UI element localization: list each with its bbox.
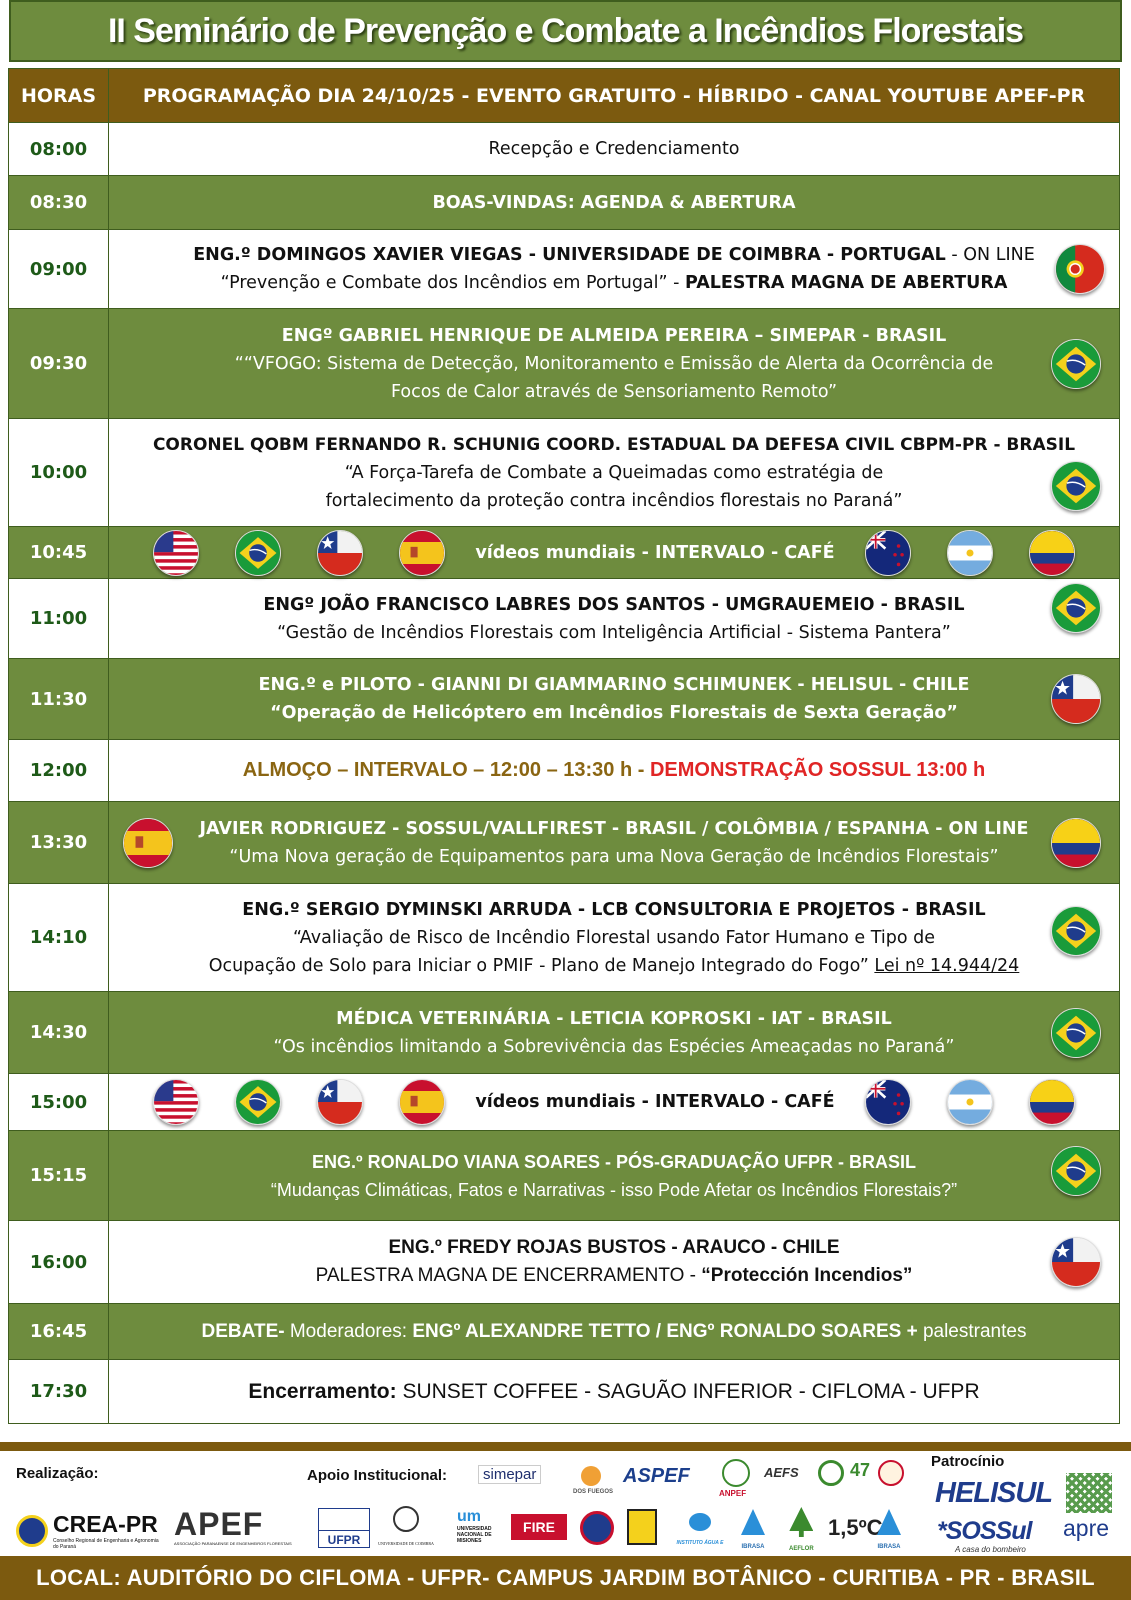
aeflor-logo <box>789 1507 814 1555</box>
sossul-logo: *SOSSul <box>937 1517 1032 1545</box>
speaker-line: ENG.º RONALDO VIANA SOARES - PÓS-GRADUAÇÃO UFPR - BRASIL <box>312 1151 916 1172</box>
talk-title-line: “Os incêndios limitando a Sobrevivência das Espécies Ameaçadas no Paraná” <box>273 1036 955 1057</box>
schedule-row <box>9 1360 1120 1424</box>
schedule-table <box>8 68 1120 1424</box>
talk-tag: PALESTRA MAGNA DE ABERTURA <box>685 273 1008 293</box>
time-cell: 12:00 <box>9 740 109 802</box>
time-cell: 09:00 <box>9 230 109 309</box>
speaker-line: MÉDICA VETERINÁRIA - LETICIA KOPROSKI - IAT - BRASIL <box>336 1008 892 1029</box>
talk-title-line <box>109 269 1119 297</box>
ibrasa-name: IBRASA <box>741 1544 765 1550</box>
unam-logo: um UNIVERSIDAD NACIONAL DE MISIONES <box>457 1508 497 1544</box>
usa-flag-icon <box>153 1079 199 1125</box>
speaker-line: JAVIER RODRIGUEZ - SOSSUL/VALLFIREST - BRASIL / COLÔMBIA / ESPANHA - ON LINE <box>199 818 1029 839</box>
session-cell <box>109 659 1120 740</box>
talk-title-line <box>109 1262 1119 1290</box>
crea-subtitle: Conselho Regional de Engenharia e Agronomia do Paraná <box>53 1538 159 1550</box>
argentina-flag-icon <box>947 1079 993 1125</box>
location-text: LOCAL: AUDITÓRIO DO CIFLOMA - UFPR- CAMPUS JARDIM BOTÂNICO - CURITIBA - PR - BRASIL <box>36 1565 1095 1590</box>
fire-service-name: FIRE <box>523 1519 555 1535</box>
acef-icon <box>818 1460 844 1486</box>
talk-title-line: “Gestão de Incêndios Florestais com Inteligência Artificial - Sistema Pantera” <box>277 622 951 643</box>
fire-service-logo <box>511 1514 567 1540</box>
talk-tag: “Protección Incendios” <box>701 1265 913 1286</box>
session-cell <box>109 884 1120 992</box>
talk-title-line: ““VFOGO: Sistema de Detecção, Monitoramento e Emissão de Alerta da Ocorrência de <box>234 353 994 374</box>
schedule-row <box>9 1074 1120 1131</box>
aefs-logo: AEFS <box>764 1465 799 1480</box>
brazil-flag-icon <box>1051 906 1101 956</box>
climate-logo: 1,5ºC <box>828 1515 883 1540</box>
portugal-flag-icon <box>1055 244 1105 294</box>
talk-title-line: “Operação de Helicóptero em Incêndios Florestais de Sexta Geração” <box>270 703 958 723</box>
realizacao-label: Realização: <box>16 1465 99 1482</box>
schedule-row <box>9 1304 1120 1360</box>
session-cell <box>109 1360 1120 1424</box>
schedule-row <box>9 802 1120 884</box>
debate-label: DEBATE- <box>201 1320 285 1342</box>
time-cell: 11:30 <box>9 659 109 740</box>
session-cell <box>109 992 1120 1074</box>
schedule-row <box>9 1221 1120 1304</box>
new-zealand-flag-icon <box>865 1079 911 1125</box>
time-cell: 14:10 <box>9 884 109 992</box>
closing-text: SUNSET COFFEE - SAGUÃO INFERIOR - CIFLOMA - UFPR <box>396 1379 980 1403</box>
session-cell <box>109 1131 1120 1221</box>
session-cell <box>109 579 1120 659</box>
speaker-line: ENGº JOÃO FRANCISCO LABRES DOS SANTOS - UMGRAUEMEIO - BRASIL <box>263 594 965 615</box>
argentina-flag-icon <box>947 530 993 576</box>
brazil-flag-icon <box>235 530 281 576</box>
demo-text: DEMONSTRAÇÃO SOSSUL 13:00 h <box>649 759 986 781</box>
spain-flag-icon <box>399 530 445 576</box>
aeflor-name: AEFLOR <box>789 1546 814 1552</box>
unam-name: UNIVERSIDAD NACIONAL DE MISIONES <box>457 1526 492 1544</box>
footer-logos <box>0 1451 1131 1555</box>
closing-label: Encerramento: <box>248 1379 397 1403</box>
ufpr-logo <box>318 1508 370 1548</box>
simepar-logo: simepar <box>478 1465 541 1484</box>
schedule-row <box>9 527 1120 579</box>
colombia-flag-icon <box>1029 530 1075 576</box>
time-cell: 17:30 <box>9 1360 109 1424</box>
talk-title-line: “Avaliação de Risco de Incêndio Florestal usando Fator Humano e Tipo de <box>292 927 935 948</box>
speakers-label: palestrantes <box>917 1320 1027 1342</box>
schedule-row <box>9 659 1120 740</box>
fire-brigade-icon <box>878 1460 904 1486</box>
session-cell <box>109 230 1120 309</box>
talk-title: Ocupação de Solo para Iniciar o PMIF - Plano de Manejo Integrado do Fogo” <box>208 955 875 976</box>
apef-name: APEF <box>174 1506 264 1542</box>
chile-flag-icon <box>317 530 363 576</box>
ibrasa-logo-2 <box>877 1509 901 1553</box>
apef-logo <box>174 1507 292 1546</box>
schedule-row <box>9 123 1120 176</box>
moderators-names: ENGº ALEXANDRE TETTO / ENGº RONALDO SOARES + <box>412 1320 918 1342</box>
talk-title-line: “Uma Nova geração de Equipamentos para uma Nova Geração de Incêndios Florestais” <box>229 846 999 867</box>
chile-flag-icon <box>1051 674 1101 724</box>
apoio-label: Apoio Institucional: <box>307 1467 447 1484</box>
chile-flag-icon <box>1051 1237 1101 1287</box>
schedule-row <box>9 884 1120 992</box>
time-cell: 08:30 <box>9 176 109 230</box>
brazil-flag-icon <box>1051 461 1101 511</box>
speaker-line: ENG.º e PILOTO - GIANNI DI GIAMMARINO SCHIMUNEK - HELISUL - CHILE <box>258 675 970 695</box>
talk-title-line: fortalecimento da proteção contra incêndios florestais no Paraná” <box>325 490 903 511</box>
session-cell <box>109 740 1120 802</box>
schedule-row <box>9 176 1120 230</box>
apre-logo: apre <box>1063 1515 1110 1541</box>
ibrasa-name-2: IBRASA <box>877 1544 901 1550</box>
speaker-line: CORONEL QOBM FERNANDO R. SCHUNIG COORD. ESTADUAL DA DEFESA CIVIL CBPM-PR - BRASIL <box>152 434 1076 455</box>
session-cell <box>109 1304 1120 1360</box>
dos-fuegos-icon <box>581 1466 601 1486</box>
colombia-flag-icon <box>1029 1079 1075 1125</box>
colombia-flag-icon <box>1051 818 1101 868</box>
session-cell <box>109 527 1120 579</box>
anpef-logo: ANPEF <box>719 1489 747 1498</box>
time-cell: 11:00 <box>9 579 109 659</box>
talk-title: PALESTRA MAGNA DE ENCERRAMENTO - <box>315 1265 702 1286</box>
brazil-flag-icon <box>1051 1008 1101 1058</box>
session-cell <box>109 1074 1120 1131</box>
location-bar <box>0 1556 1131 1600</box>
time-cell: 08:00 <box>9 123 109 176</box>
footer-divider <box>0 1442 1131 1451</box>
speaker-mode: - ON LINE <box>945 245 1035 265</box>
time-cell: 15:15 <box>9 1131 109 1221</box>
talk-title-line: Focos de Calor através de Sensoriamento Remoto” <box>390 381 838 402</box>
hours-header: HORAS <box>9 69 109 123</box>
spain-flag-icon <box>123 818 173 868</box>
talk-title-line: “A Força-Tarefa de Combate a Queimadas como estratégia de <box>344 462 884 483</box>
program-header: PROGRAMAÇÃO DIA 24/10/25 - EVENTO GRATUITO - HÍBRIDO - CANAL YOUTUBE APEF-PR <box>109 69 1120 123</box>
iat-name: INSTITUTO ÁGUA E <box>676 1540 724 1546</box>
break-label: vídeos mundiais - INTERVALO - CAFÉ <box>475 1092 835 1112</box>
session-cell <box>109 802 1120 884</box>
title-banner <box>9 0 1122 62</box>
brazil-flag-icon <box>1051 583 1101 633</box>
time-cell: 10:45 <box>9 527 109 579</box>
schedule-row <box>9 309 1120 419</box>
time-cell: 15:00 <box>9 1074 109 1131</box>
crea-name: CREA-PR <box>53 1511 158 1537</box>
defesa-civil-icon <box>627 1509 657 1545</box>
bombeiros-icon <box>580 1511 614 1545</box>
session-cell <box>109 309 1120 419</box>
anpef-icon <box>722 1459 750 1487</box>
dos-fuegos-logo: DOS FUEGOS <box>573 1489 614 1495</box>
schedule-row <box>9 992 1120 1074</box>
law-reference: Lei nº 14.944/24 <box>874 955 1020 976</box>
talk-title-line <box>109 952 1119 980</box>
spain-flag-icon <box>399 1079 445 1125</box>
lunch-text: ALMOÇO – INTERVALO – 12:00 – 13:30 h - <box>242 759 650 781</box>
time-cell: 10:00 <box>9 419 109 527</box>
anniversary-icon: 47 <box>850 1460 871 1480</box>
helisul-logo: HELISUL <box>935 1477 1053 1509</box>
time-cell: 16:00 <box>9 1221 109 1304</box>
break-row <box>109 530 1119 576</box>
moderators-label: Moderadores: <box>284 1320 413 1342</box>
session-text: Recepção e Credenciamento <box>488 139 740 159</box>
session-text: BOAS-VINDAS: AGENDA & ABERTURA <box>432 192 796 213</box>
new-zealand-flag-icon <box>865 530 911 576</box>
talk-title-line: “Mudanças Climáticas, Fatos e Narrativas - isso Pode Afetar os Incêndios Florestais?” <box>270 1179 958 1200</box>
schedule-row <box>9 579 1120 659</box>
table-header <box>9 69 1120 123</box>
schedule-row <box>9 419 1120 527</box>
schedule-row <box>9 230 1120 309</box>
aspef-logo: ASPEF <box>623 1465 690 1487</box>
page-title: II Seminário de Prevenção e Combate a Incêndios Florestais <box>107 11 1024 50</box>
ufpr-name: UFPR <box>327 1533 361 1547</box>
patrocinio-label: Patrocínio <box>931 1453 1005 1470</box>
session-cell <box>109 1221 1120 1304</box>
usa-flag-icon <box>153 530 199 576</box>
speaker-name: ENG.º DOMINGOS XAVIER VIEGAS - UNIVERSIDADE DE COIMBRA - PORTUGAL <box>193 245 946 265</box>
speaker-line <box>109 241 1119 269</box>
crea-pr-logo <box>16 1511 163 1550</box>
coimbra-name: UNIVERSIDADE DE COIMBRA <box>378 1541 434 1546</box>
time-cell: 14:30 <box>9 992 109 1074</box>
session-cell <box>109 176 1120 230</box>
brazil-flag-icon <box>1051 339 1101 389</box>
break-row <box>109 1079 1119 1125</box>
speaker-line: ENGº GABRIEL HENRIQUE DE ALMEIDA PEREIRA – SIMEPAR - BRASIL <box>281 325 947 346</box>
time-cell: 09:30 <box>9 309 109 419</box>
speaker-line: ENG.º SERGIO DYMINSKI ARRUDA - LCB CONSULTORIA E PROJETOS - BRASIL <box>242 899 986 920</box>
schedule-row <box>9 1131 1120 1221</box>
apef-subtitle: ASSOCIAÇÃO PARANAENSE DE ENGENHEIROS FLORESTAIS <box>174 1541 292 1546</box>
break-label: vídeos mundiais - INTERVALO - CAFÉ <box>475 542 835 563</box>
speaker-line: ENG.º FREDY ROJAS BUSTOS - ARAUCO - CHILE <box>388 1237 840 1258</box>
time-cell: 13:30 <box>9 802 109 884</box>
chile-flag-icon <box>317 1079 363 1125</box>
talk-title: “Prevenção e Combate dos Incêndios em Portugal” - <box>220 273 686 293</box>
brazil-flag-icon <box>235 1079 281 1125</box>
sossul-tagline: A casa do bombeiro <box>955 1545 1026 1554</box>
schedule-row <box>9 740 1120 802</box>
time-cell: 16:45 <box>9 1304 109 1360</box>
coimbra-logo <box>372 1506 440 1550</box>
brazil-flag-icon <box>1051 1146 1101 1196</box>
session-cell <box>109 123 1120 176</box>
session-cell <box>109 419 1120 527</box>
apre-icon <box>1066 1473 1112 1513</box>
ibrasa-logo <box>741 1509 765 1553</box>
